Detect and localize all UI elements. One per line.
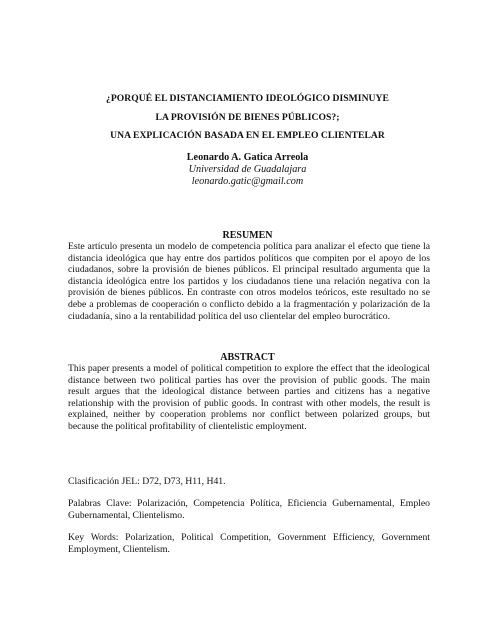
palabras-clave: Palabras Clave: Polarización, Competencia Política, Eficiencia Gubernamental, Empleo Gubernamental, Clientelismo.	[68, 498, 430, 521]
title-line-3: UNA EXPLICACIÓN BASADA EN EL EMPLEO CLIENTELAR	[110, 130, 385, 141]
resumen-body: Este artículo presenta un modelo de competencia política para analizar el efecto que tiene la distancia ideológica que hay entre dos partidos políticos que compiten por el apoyo de los ciudadanos, sobre la provisión de bienes públicos. El principal resultado argumenta que la distancia ideológica entre los partidos y los ciudadanos tiene una relación negativa con la provisión de bienes públicos. En contraste con otros modelos teóricos, este resultado no se debe a problemas de cooperación o conflicto debido a la fragmentación y polarización de la ciudadanía, sino a la rentabilidad política del uso clientelar del empleo burocrático.	[68, 241, 430, 322]
title-line-1: ¿PORQUÉ EL DISTANCIAMIENTO IDEOLÓGICO DISMINUYE	[106, 93, 389, 104]
resumen-heading: RESUMEN	[222, 230, 273, 241]
author-block	[40, 152, 455, 189]
paper-title	[40, 90, 455, 146]
author-email: leonardo.gatic@gmail.com	[191, 176, 304, 188]
author-name: Leonardo A. Gatica Arreola	[186, 152, 309, 163]
author-affiliation: Universidad de Guadalajara	[188, 164, 307, 176]
title-line-2: LA PROVISIÓN DE BIENES PÚBLICOS?;	[155, 111, 340, 123]
abstract-body: This paper presents a model of political competition to explore the effect that the ideological distance between two political parties has over the provision of public goods. The main result argues that the ideological distance between parties and citizens has a negative relationship with the provision of public goods. In contrast with other models, the result is explained, neither by cooperation problems nor conflict between polarized groups, but because the political profitability of clientelistic employment.	[68, 363, 430, 432]
key-words: Key Words: Polarization, Political Competition, Government Efficiency, Government Employment, Clientelism.	[68, 532, 430, 555]
jel-classification: Clasificación JEL: D72, D73, H11, H41.	[68, 476, 226, 487]
abstract-heading: ABSTRACT	[220, 352, 275, 363]
